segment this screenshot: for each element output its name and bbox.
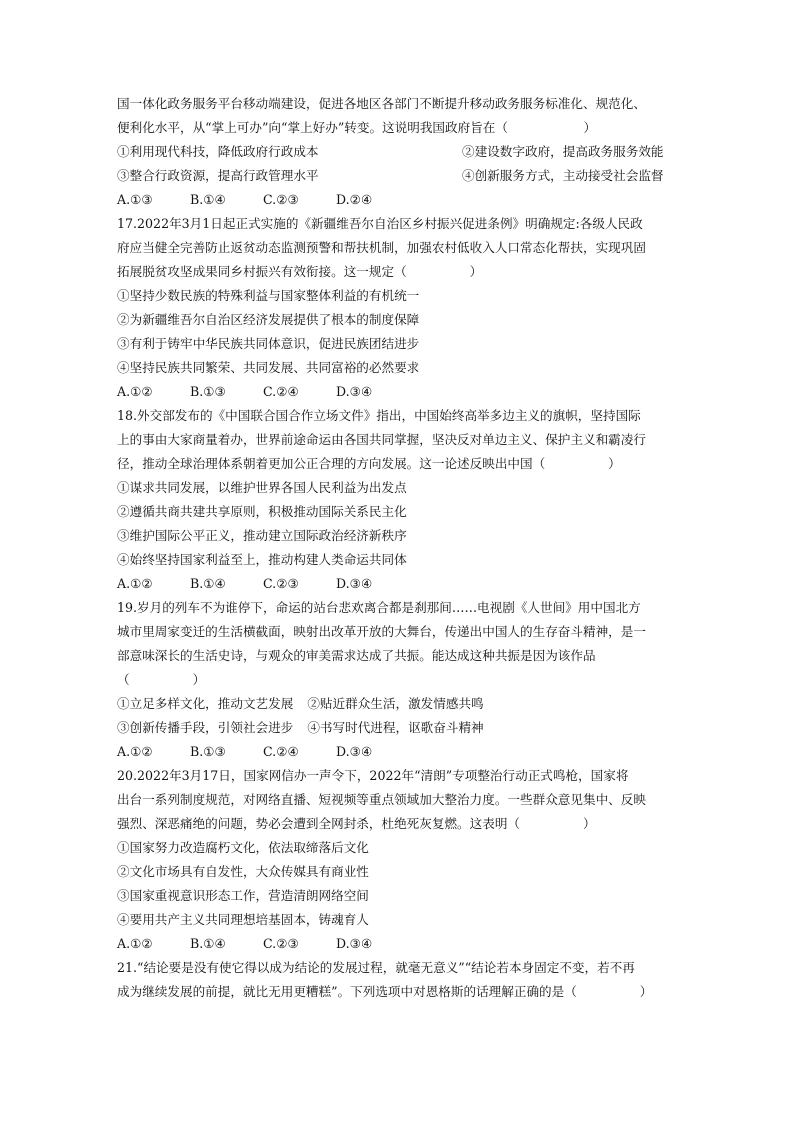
option-3: ③创新传播手段，引领社会进步 [117,720,294,735]
choice-a: A.①② [117,744,153,759]
question-stem-line: 20.2022年3月17日，国家网信办一声令下，2022年“清朗”专项整治行动正式鸣枪，国家将 [117,768,629,783]
option-2: ②建设数字政府，提高政务服务效能 [462,144,664,159]
question-stem-line: 便利化水平，从“掌上可办”向“掌上好办”转变。这说明我国政府旨在（ ） [117,120,597,135]
option-3: ③国家重视意识形态工作，营造清朗网络空间 [117,888,369,903]
option-4: ④始终坚持国家利益至上，推动构建人类命运共同体 [117,552,407,567]
question-stem-line: 城市里周家变迁的生活横截面，映射出改革开放的大舞台，传递出中国人的生存奋斗精神，是一 [117,624,646,639]
choice-c: C.②④ [263,384,299,399]
options-row [117,164,697,188]
choice-b: B.①④ [190,936,226,951]
question-stem-line: （ ） [117,672,206,687]
choice-d: D.③④ [336,936,373,951]
question-stem-line: 成为继续发展的前提，就比无用更糟糕”。下列选项中对恩格斯的话理解正确的是（ ） [117,984,653,999]
choice-b: B.①④ [190,192,226,207]
options-row [117,692,697,716]
question-stem-line: 18.外交部发布的《中国联合国合作立场文件》指出，中国始终高举多边主义的旗帜，坚持国际 [117,408,641,423]
choice-b: B.①④ [190,576,226,591]
question-stem-line: 国一体化政务服务平台移动端建设，促进各地区各部门不断提升移动政务服务标准化、规范化、 [117,96,646,111]
option-3: ③有利于铸牢中华民族共同体意识，促进民族团结进步 [117,336,420,351]
choice-d: D.③④ [336,576,373,591]
choice-c: C.②④ [263,744,299,759]
option-4: ④创新服务方式，主动接受社会监督 [462,168,664,183]
options-row [117,140,697,164]
choice-a: A.①② [117,576,153,591]
question-stem-line: 上的事由大家商量着办，世界前途命运由各国共同掌握，坚决反对单边主义、保护主义和霸凌行 [117,432,646,447]
question-stem-line: 17.2022年3月1日起正式实施的《新疆维吾尔自治区乡村振兴促进条例》明确规定:各级人民政 [117,216,643,231]
option-1: ①谋求共同发展，以维护世界各国人民利益为出发点 [117,480,407,495]
question-17 [117,212,697,404]
choice-b: B.①③ [190,384,226,399]
question-stem-line: 府应当健全完善防止返贫动态监测预警和帮扶机制，加强农村低收入人口常态化帮扶，实现巩固 [117,240,646,255]
choice-a: A.①③ [117,192,153,207]
choice-d: D.③④ [336,384,373,399]
answer-choices [117,188,697,212]
option-3: ③维护国际公平正义，推动建立国际政治经济新秩序 [117,528,407,543]
option-2: ②贴近群众生活，激发情感共鸣 [307,696,484,711]
choice-c: C.②③ [263,192,299,207]
option-2: ②遵循共商共建共享原则，积极推动国际关系民主化 [117,504,407,519]
option-1: ①坚持少数民族的特殊利益与国家整体利益的有机统一 [117,288,420,303]
option-1: ①利用现代科技，降低政府行政成本 [117,144,319,159]
question-stem-line: 拓展脱贫攻坚成果同乡村振兴有效衔接。这一规定（ ） [117,264,483,279]
question-stem-line: 21.“结论要是没有使它得以成为结论的发展过程，就毫无意义”“结论若本身固定不变，若不再 [117,960,635,975]
option-2: ②为新疆维吾尔自治区经济发展提供了根本的制度保障 [117,312,420,327]
option-1: ①立足多样文化，推动文艺发展 [117,696,294,711]
question-16 [117,92,697,212]
question-stem-line: 强烈、深恶痛绝的问题，势必会遭到全网封杀，杜绝死灰复燃。这表明（ ） [117,816,596,831]
option-1: ①国家努力改造腐朽文化，依法取缔落后文化 [117,840,369,855]
answer-choices [117,740,697,764]
option-2: ②文化市场具有自发性，大众传媒具有商业性 [117,864,369,879]
choice-a: A.①② [117,384,153,399]
choice-b: B.①③ [190,744,226,759]
choice-d: D.②④ [336,192,373,207]
answer-choices [117,932,697,956]
exam-page [117,92,697,1004]
question-19 [117,596,697,764]
option-4: ④书写时代进程，讴歌奋斗精神 [307,720,484,735]
question-stem-line: 径，推动全球治理体系朝着更加公正合理的方向发展。这一论述反映出中国（ ） [117,456,621,471]
option-4: ④要用共产主义共同理想培基固本，铸魂育人 [117,912,369,927]
question-18 [117,404,697,596]
answer-choices [117,380,697,404]
question-20 [117,764,697,956]
question-stem-line: 出台一系列制度规范，对网络直播、短视频等重点领域加大整治力度。一些群众意见集中、反映 [117,792,646,807]
question-21 [117,956,697,1004]
question-stem-line: 19.岁月的列车不为谁停下，命运的站台悲欢离合都是刹那间……电视剧《人世间》用中国北方 [117,600,641,615]
options-row [117,716,697,740]
choice-d: D.③④ [336,744,373,759]
question-stem-line: 部意味深长的生活史诗，与观众的审美需求达成了共振。能达成这种共振是因为该作品 [117,648,596,663]
choice-c: C.②③ [263,576,299,591]
answer-choices [117,572,697,596]
choice-c: C.②③ [263,936,299,951]
option-3: ③整合行政资源，提高行政管理水平 [117,168,319,183]
choice-a: A.①② [117,936,153,951]
option-4: ④坚持民族共同繁荣、共同发展、共同富裕的必然要求 [117,360,420,375]
